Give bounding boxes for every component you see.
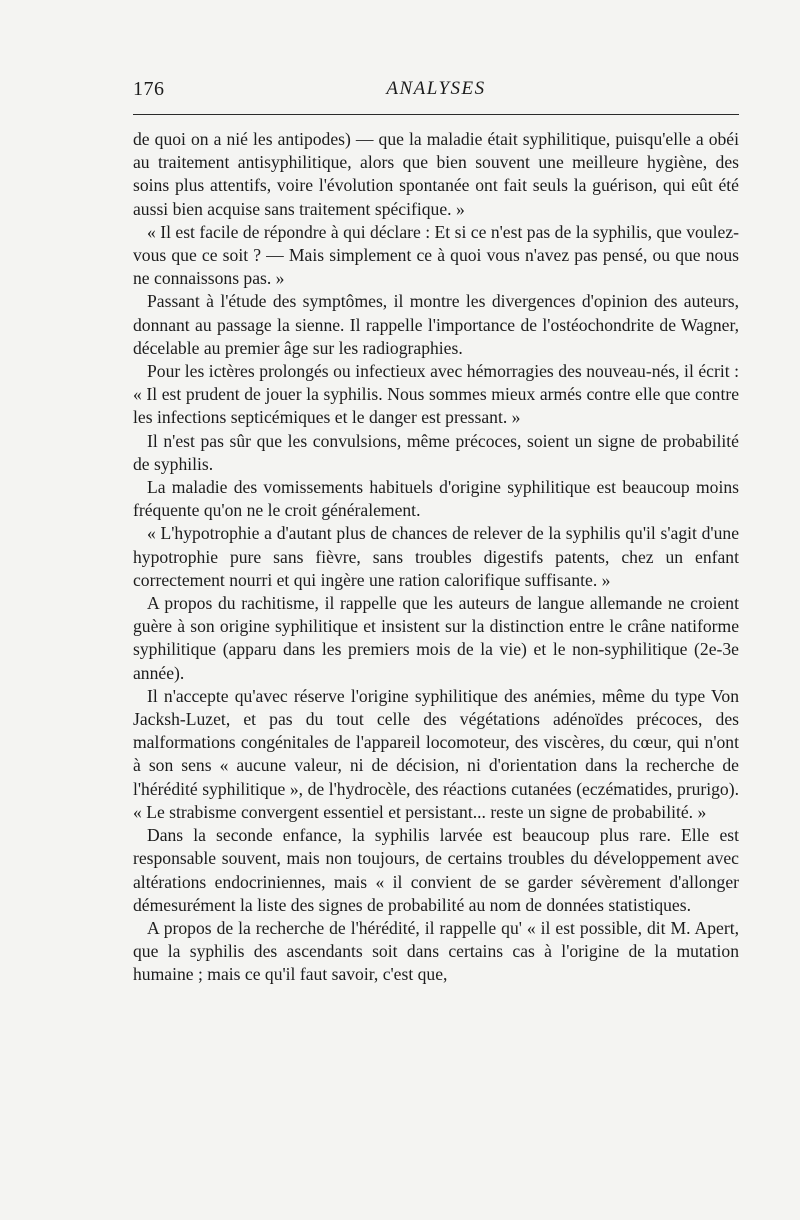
paragraph: Passant à l'étude des symptômes, il montre les divergences d'opinion des auteurs, donnant au passage la sienne. Il rappelle l'importance de l'ostéochondrite de Wagner, décelable au premier âge sur les radiographies. bbox=[133, 291, 739, 358]
paragraph: Il n'accepte qu'avec réserve l'origine syphilitique des anémies, même du type Von Jacksh-Luzet, et pas du tout celle des végétations adénoïdes précoces, des malformations congénitales de l'appareil locomoteur, des viscères, du cœur, qui n'ont à son sens « aucune valeur, ni de décision, ni d'orientation dans la recherche de l'hérédité syphilitique », de l'hydrocèle, des réactions cutanées (eczématides, prurigo). « Le strabisme convergent essentiel et persistant... reste un signe de probabilité. » bbox=[133, 685, 739, 822]
paragraph: de quoi on a nié les antipodes) — que la maladie était syphilitique, puisqu'elle a obéi au traitement antisyphilitique, alors que bien souvent une meilleure hygiène, des soins plus attentifs, voire l'évolution spontanée ont fait seuls la guérison, qui eût été aussi bien acquise sans traitement spécifique. » bbox=[133, 129, 739, 219]
paragraph: Il n'est pas sûr que les convulsions, même précoces, soient un signe de probabilité de syphilis. bbox=[133, 430, 739, 474]
paragraph: A propos de la recherche de l'hérédité, il rappelle qu' « il est possible, dit M. Apert, que la syphilis des ascendants soit dans certains cas à l'origine de la mutation humaine ; mais ce qu'il faut savoir, c'est que, bbox=[133, 917, 739, 985]
page-header bbox=[133, 78, 739, 108]
running-title: ANALYSES bbox=[386, 78, 486, 99]
paragraph: « L'hypotrophie a d'autant plus de chances de relever de la syphilis qu'il s'agit d'une hypotrophie pure sans fièvre, sans troubles digestifs patents, chez un enfant correctement nourri et qui ingère une ration calorifique suffisante. » bbox=[133, 523, 739, 590]
paragraph: « Il est facile de répondre à qui déclare : Et si ce n'est pas de la syphilis, que voulez-vous que ce soit ? — Mais simplement ce à quoi vous n'avez pas pensé, ou que nous ne connaissons pas. » bbox=[133, 221, 739, 289]
header-rule bbox=[133, 114, 739, 115]
paragraph: La maladie des vomissements habituels d'origine syphilitique est beaucoup moins fréquente qu'on ne le croit généralement. bbox=[133, 477, 739, 521]
body-text bbox=[133, 128, 739, 987]
page-number: 176 bbox=[133, 78, 165, 100]
paragraph: Pour les ictères prolongés ou infectieux avec hémorragies des nouveau-nés, il écrit : « Il est prudent de jouer la syphilis. Nous sommes mieux armés contre elle que contre les infections septicémiques et le danger est pressant. » bbox=[133, 361, 739, 428]
paragraph: A propos du rachitisme, il rappelle que les auteurs de langue allemande ne croient guère à son origine syphilitique et insistent sur la distinction entre le crâne natiforme syphilitique (apparu dans les premiers mois de la vie) et le non-syphilitique (2e-3e année). bbox=[133, 593, 739, 683]
paragraph: Dans la seconde enfance, la syphilis larvée est beaucoup plus rare. Elle est responsable souvent, mais non toujours, de certains troubles du développement avec altérations endocriniennes, mais « il convient de se garder sévèrement d'allonger démesurément la liste des signes de probabilité au nom de données statistiques. bbox=[133, 825, 739, 915]
